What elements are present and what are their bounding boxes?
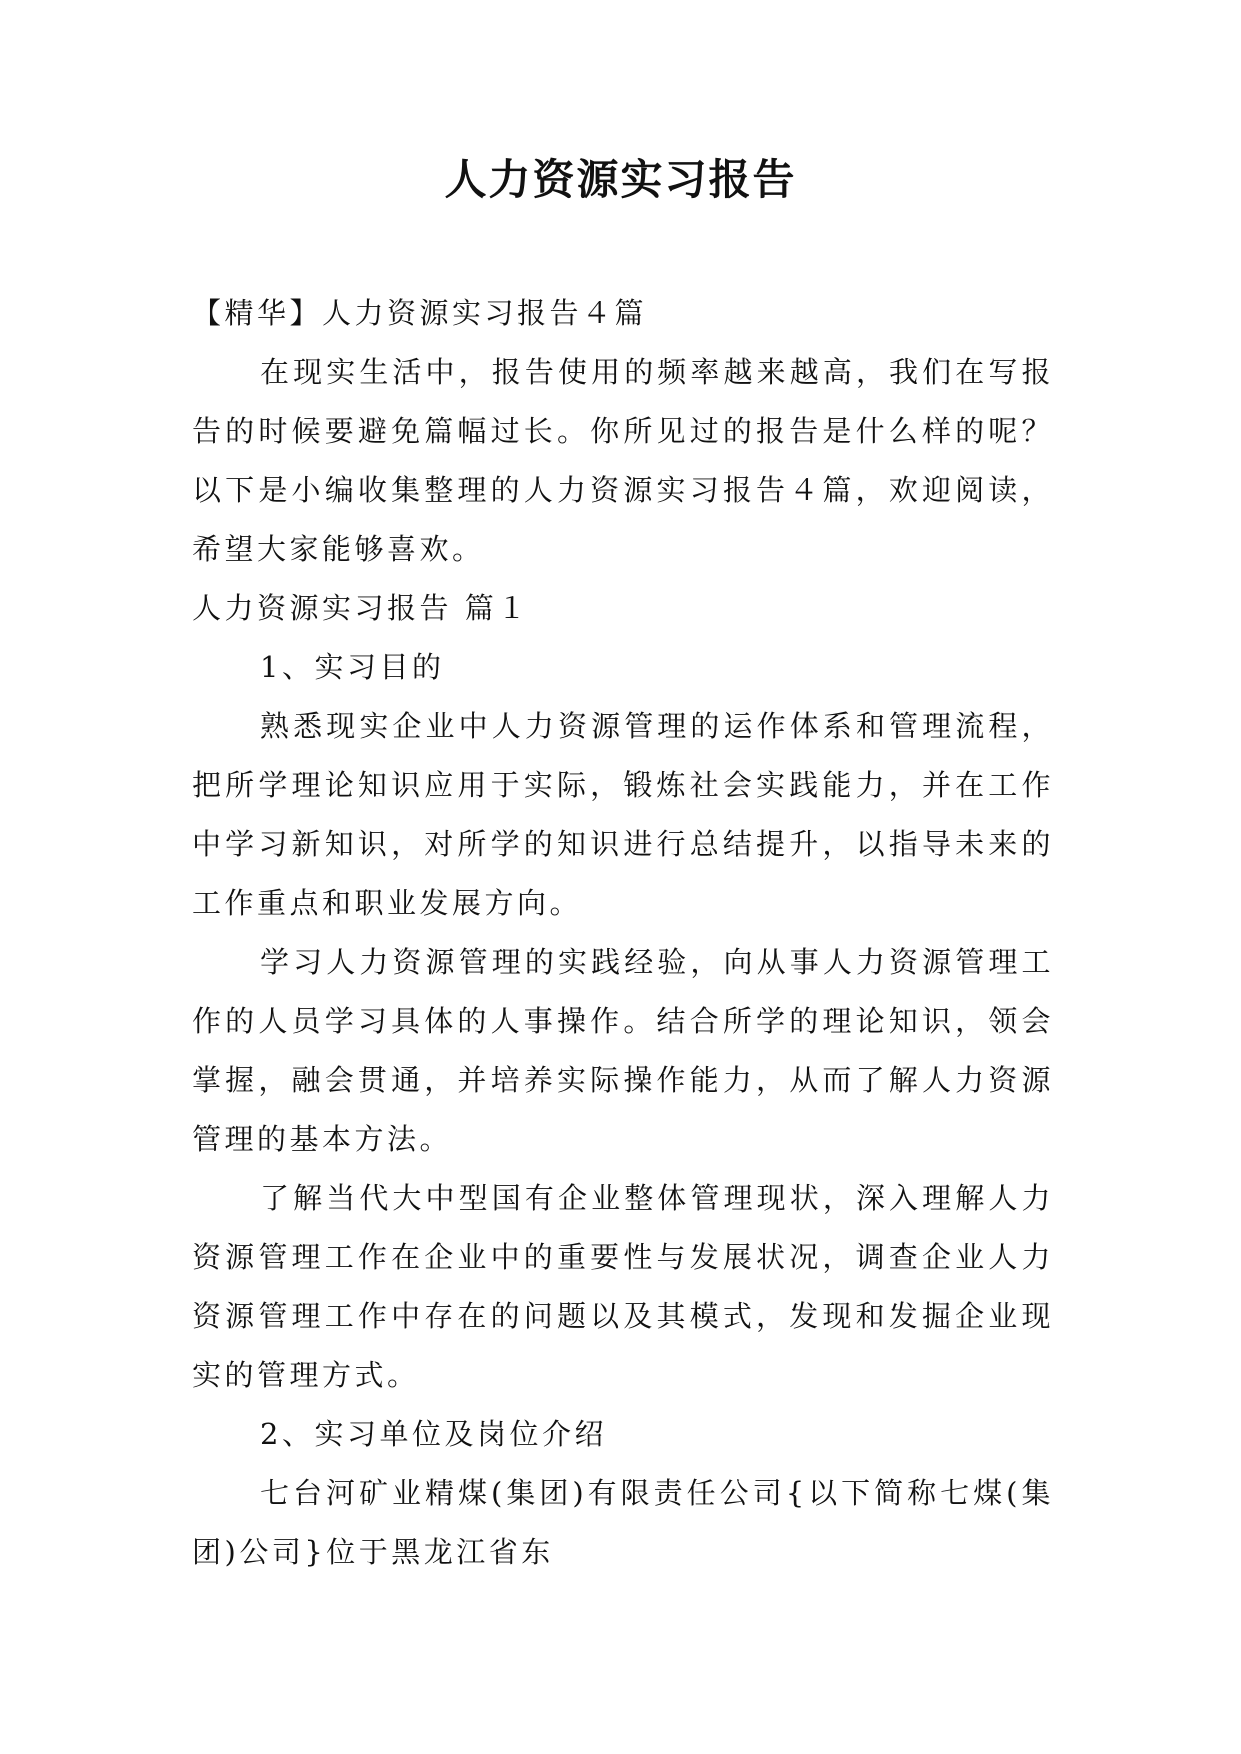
subtitle-paragraph: 【精华】人力资源实习报告４篇 bbox=[192, 296, 648, 330]
body-paragraph: 七台河矿业精煤(集团)有限责任公司{以下简称七煤(集团)公司}位于黑龙江省东 bbox=[192, 1476, 1054, 1569]
subsection-heading-purpose: 1、实习目的 bbox=[260, 650, 445, 684]
intro-paragraph: 在现实生活中，报告使用的频率越来越高，我们在写报告的时候要避免篇幅过长。你所见过的报告是什么样的呢？以下是小编收集整理的人力资源实习报告４篇，欢迎阅读，希望大家能够喜欢。 bbox=[192, 355, 1054, 566]
section-heading: 人力资源实习报告 篇１ bbox=[192, 591, 530, 625]
body-paragraph: 了解当代大中型国有企业整体管理现状，深入理解人力资源管理工作在企业中的重要性与发展状况，调查企业人力资源管理工作中存在的问题以及其模式，发现和发掘企业现实的管理方式。 bbox=[192, 1181, 1054, 1392]
document-title: 人力资源实习报告 bbox=[444, 155, 797, 204]
document-body bbox=[192, 284, 1054, 1582]
subsection-heading-unit: 2、实习单位及岗位介绍 bbox=[260, 1417, 607, 1451]
body-paragraph: 熟悉现实企业中人力资源管理的运作体系和管理流程，把所学理论知识应用于实际，锻炼社会实践能力，并在工作中学习新知识，对所学的知识进行总结提升，以指导未来的工作重点和职业发展方向。 bbox=[192, 709, 1054, 920]
body-paragraph: 学习人力资源管理的实践经验，向从事人力资源管理工作的人员学习具体的人事操作。结合所学的理论知识，领会掌握，融会贯通，并培养实际操作能力，从而了解人力资源管理的基本方法。 bbox=[192, 945, 1054, 1156]
